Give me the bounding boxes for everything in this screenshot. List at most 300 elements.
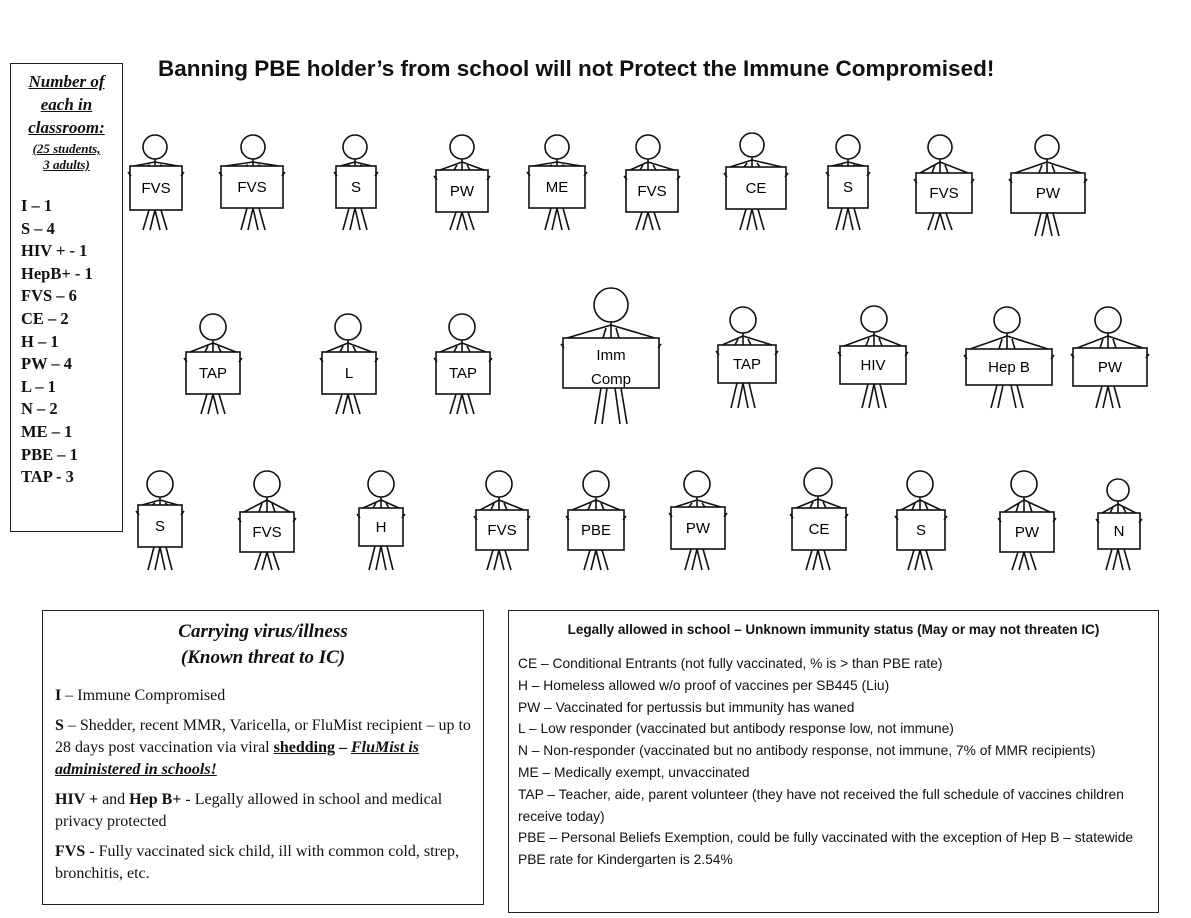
stick-figure xyxy=(724,133,788,230)
figure-head xyxy=(804,468,832,496)
figure-leg xyxy=(1017,385,1023,408)
figure-leg xyxy=(462,212,467,230)
figure-leg xyxy=(343,394,348,414)
figure-leg xyxy=(848,208,853,230)
legend-text: – Immune Compromised xyxy=(61,687,226,704)
figure-shirt-line xyxy=(1012,339,1015,349)
figure-shirt-line xyxy=(1100,339,1103,348)
figure-leg xyxy=(161,210,167,230)
stick-figure xyxy=(716,307,778,408)
figure-label: FVS xyxy=(237,179,267,196)
figure-label: TAP xyxy=(198,365,228,382)
figure-leg xyxy=(253,208,258,230)
figure-arm xyxy=(722,336,743,345)
figure-leg xyxy=(843,208,848,230)
figure-arm xyxy=(244,500,267,512)
figure-head xyxy=(241,135,265,159)
stick-figure xyxy=(334,135,378,230)
figure-leg xyxy=(208,394,213,414)
figure-leg xyxy=(1114,386,1120,408)
figure-arm xyxy=(499,500,524,510)
diagram-title: Banning PBE holder’s from school will not Protect the Immune Compromised! xyxy=(158,56,995,81)
figure-leg xyxy=(854,208,860,230)
figure-shirt-line xyxy=(823,502,826,508)
figure-leg xyxy=(355,208,360,230)
figure-arm xyxy=(920,500,941,510)
figure-label: PW xyxy=(449,183,475,200)
figure-leg xyxy=(505,550,511,570)
figure-shirt-line xyxy=(945,165,948,173)
figure-label: PW xyxy=(1014,524,1040,541)
figure-arm xyxy=(1004,500,1024,512)
figure-leg xyxy=(1042,213,1047,236)
figure-leg xyxy=(259,208,265,230)
figure-leg xyxy=(255,552,261,570)
figure-leg xyxy=(545,208,551,230)
stick-figure xyxy=(1071,307,1149,408)
figure-shirt-line xyxy=(748,339,751,345)
figure-leg xyxy=(457,394,462,414)
figure-shirt-line xyxy=(205,346,208,352)
figure-shirt-line xyxy=(353,346,356,352)
figure-leg xyxy=(1024,552,1029,570)
figure-leg xyxy=(940,213,945,230)
figure-leg xyxy=(747,209,752,230)
figure-arm xyxy=(440,343,462,352)
stick-figure xyxy=(474,471,530,570)
legend-entry-immune-compromised xyxy=(55,685,473,707)
figure-leg xyxy=(148,547,154,570)
count-item: N – 2 xyxy=(21,399,58,419)
legend-entry: N – Non-responder (vaccinated but no antibody response, not immune, 7% of MMR recipients) xyxy=(518,743,1096,759)
figure-leg xyxy=(1053,213,1059,236)
figure-arm xyxy=(1118,504,1136,513)
figure-leg xyxy=(494,550,499,570)
stick-figure xyxy=(566,471,626,570)
legend-text: and xyxy=(98,791,130,808)
figure-label: CE xyxy=(808,521,830,538)
figure-leg xyxy=(552,208,557,230)
figure-shirt-line xyxy=(588,503,591,510)
figure-leg xyxy=(685,549,691,570)
figure-leg xyxy=(818,550,823,570)
figure-leg xyxy=(1103,386,1108,408)
figure-arm xyxy=(844,335,874,346)
legend-title-line: Carrying virus/illness xyxy=(178,621,348,642)
figure-shirt-line xyxy=(601,503,604,510)
figure-label: Imm xyxy=(596,347,626,364)
count-item: ME – 1 xyxy=(21,421,73,441)
figure-leg xyxy=(468,394,474,414)
figure-label: H xyxy=(375,519,387,536)
figure-shirt-line xyxy=(999,339,1002,349)
figure-leg xyxy=(1047,213,1052,236)
figure-leg xyxy=(636,212,642,230)
figure-leg xyxy=(348,394,353,414)
figure-label: CE xyxy=(745,180,767,197)
figure-arm xyxy=(1015,162,1047,173)
legend-text: – Shedder, recent MMR, Varicella, or FluMist recipient – up to 28 days post vaccination via viral xyxy=(55,717,471,756)
figure-head xyxy=(254,471,280,497)
figure-label: FVS xyxy=(637,183,667,200)
legend-entry-shedder xyxy=(55,715,473,781)
stick-figure xyxy=(128,135,184,230)
figure-arm xyxy=(213,343,236,352)
count-heading-line: classroom: xyxy=(28,118,105,137)
unknown-status-legend xyxy=(508,610,1159,913)
figure-leg xyxy=(991,385,997,408)
count-item: L – 1 xyxy=(21,376,56,396)
figure-leg xyxy=(697,549,702,570)
figure-leg xyxy=(758,209,764,230)
figure-leg xyxy=(557,208,562,230)
stick-figure xyxy=(527,135,587,230)
figure-leg xyxy=(160,547,165,570)
figure-arm xyxy=(697,500,721,507)
figure-head xyxy=(1035,135,1059,159)
figure-leg xyxy=(915,550,920,570)
legend-entry: PBE – Personal Beliefs Exemption, could be fully vaccinated with the exception of Hep B – statewide PBE rate for Kindergarten is 2.54% xyxy=(518,830,1134,868)
figure-arm xyxy=(440,162,462,170)
figure-leg xyxy=(703,549,709,570)
stick-figure xyxy=(357,471,405,570)
figure-leg xyxy=(462,394,467,414)
figure-head xyxy=(147,471,173,497)
legend-text: - Fully vaccinated sick child, ill with common cold, strep, bronchitis, etc. xyxy=(55,843,459,882)
figure-head xyxy=(740,133,764,157)
figure-leg xyxy=(273,552,279,570)
legend-key: Hep B+ xyxy=(129,791,182,808)
figure-arm xyxy=(326,343,348,352)
figure-leg xyxy=(615,388,620,424)
figure-label: Hep B xyxy=(988,359,1030,376)
stick-figure xyxy=(964,307,1054,408)
figure-head xyxy=(907,471,933,497)
figure-shirt-line xyxy=(603,328,606,338)
figure-leg xyxy=(908,550,914,570)
figure-head xyxy=(1107,479,1129,501)
figure-leg xyxy=(1096,386,1102,408)
figure-arm xyxy=(818,499,842,508)
stick-figure xyxy=(320,314,378,414)
figure-arm xyxy=(901,500,920,510)
count-subheading-line: (25 students, xyxy=(32,141,101,156)
figure-head xyxy=(994,307,1020,333)
unknown-status-legend-title: Legally allowed in school – Unknown immunity status (May or may not threaten IC) xyxy=(567,622,1100,637)
legend-title-line: (Known threat to IC) xyxy=(180,647,346,668)
figure-label: PBE xyxy=(580,522,612,539)
figure-leg xyxy=(752,209,757,230)
figure-label: S xyxy=(842,179,854,196)
figure-leg xyxy=(643,212,648,230)
figure-leg xyxy=(450,394,456,414)
figure-leg xyxy=(738,383,743,408)
figure-shirt-line xyxy=(1052,165,1055,173)
stick-figure xyxy=(1096,479,1142,570)
count-item: I – 1 xyxy=(21,196,53,215)
figure-leg xyxy=(563,208,569,230)
legend-key: HIV + xyxy=(55,791,99,808)
figure-arm xyxy=(743,336,772,345)
figure-head xyxy=(861,306,887,332)
figure-leg xyxy=(935,213,940,230)
figure-leg xyxy=(926,550,932,570)
figure-head xyxy=(636,135,660,159)
figure-leg xyxy=(1035,213,1041,236)
figure-label: HIV xyxy=(860,357,886,374)
figure-leg xyxy=(654,212,660,230)
figure-label: FVS xyxy=(929,185,959,202)
legend-shedding-word: shedding xyxy=(273,739,335,756)
figure-leg xyxy=(998,385,1003,408)
figure-shirt-line xyxy=(879,338,882,346)
figure-leg xyxy=(201,394,207,414)
figure-label: ME xyxy=(545,179,569,196)
legend-entry-hiv-hepb xyxy=(55,789,473,833)
figure-arm xyxy=(940,162,968,173)
count-item: HIV + - 1 xyxy=(21,241,88,261)
figure-leg xyxy=(376,546,381,570)
count-item: FVS – 6 xyxy=(21,286,77,306)
legend-entry: PW – Vaccinated for pertussis but immunity has waned xyxy=(518,699,855,715)
stick-figure xyxy=(219,135,285,230)
figure-head xyxy=(335,314,361,340)
figure-arm xyxy=(596,500,620,510)
figure-arm xyxy=(348,343,372,352)
stick-figure xyxy=(914,135,974,230)
figure-leg xyxy=(928,213,934,230)
figure-leg xyxy=(869,384,874,408)
figure-head xyxy=(486,471,512,497)
figure-leg xyxy=(1124,549,1130,570)
figure-arm xyxy=(480,500,499,510)
figure-label: S xyxy=(350,179,362,196)
legend-key: I xyxy=(55,687,62,704)
figure-head xyxy=(450,135,474,159)
figure-label: Comp xyxy=(590,371,632,388)
figure-head xyxy=(449,314,475,340)
figure-leg xyxy=(219,394,225,414)
figure-label: PW xyxy=(1097,359,1123,376)
stick-figure xyxy=(238,471,296,570)
figure-leg xyxy=(1011,385,1016,408)
figure-arm xyxy=(1024,500,1050,512)
figure-leg xyxy=(1012,552,1018,570)
figure-shirt-line xyxy=(866,338,869,346)
figure-leg xyxy=(499,550,504,570)
figure-label: FVS xyxy=(487,522,517,539)
figure-arm xyxy=(920,162,940,173)
figure-leg xyxy=(354,394,360,414)
figure-head xyxy=(343,135,367,159)
figure-shirt-line xyxy=(218,346,221,352)
figure-arm xyxy=(730,160,752,167)
legend-key: FVS xyxy=(55,843,86,860)
figure-leg xyxy=(1113,549,1118,570)
figure-leg xyxy=(874,384,879,408)
stick-figure xyxy=(561,288,661,424)
count-subheading-line: 3 adults) xyxy=(43,157,90,172)
figure-leg xyxy=(369,546,375,570)
figure-arm xyxy=(267,500,290,512)
figure-shirt-line xyxy=(616,328,619,338)
legend-entry: ME – Medically exempt, unvaccinated xyxy=(518,764,750,780)
known-threat-legend xyxy=(42,610,484,905)
stick-figure xyxy=(434,135,490,230)
figure-leg xyxy=(648,212,653,230)
figure-shirt-line xyxy=(467,346,470,352)
legend-entry-fvs xyxy=(55,841,473,885)
stick-figure xyxy=(136,471,184,570)
figure-leg xyxy=(591,550,596,570)
stick-figure xyxy=(1009,135,1087,236)
figure-label: FVS xyxy=(252,524,282,541)
figure-leg xyxy=(1106,549,1112,570)
figure-shirt-line xyxy=(1039,165,1042,173)
figure-leg xyxy=(262,552,267,570)
figure-head xyxy=(594,288,628,322)
figure-leg xyxy=(450,212,456,230)
figure-head xyxy=(836,135,860,159)
figure-label: N xyxy=(1113,523,1125,540)
figure-leg xyxy=(602,388,607,424)
count-item: CE – 2 xyxy=(21,308,69,328)
figure-leg xyxy=(692,549,697,570)
figure-arm xyxy=(381,500,399,508)
figure-head xyxy=(143,135,167,159)
figure-leg xyxy=(862,384,868,408)
figure-leg xyxy=(1030,552,1036,570)
figure-leg xyxy=(920,550,925,570)
figure-leg xyxy=(457,212,462,230)
figure-head xyxy=(730,307,756,333)
figure-leg xyxy=(813,550,818,570)
figure-leg xyxy=(602,550,608,570)
figure-leg xyxy=(267,552,272,570)
figure-leg xyxy=(946,213,952,230)
figure-leg xyxy=(806,550,812,570)
figure-leg xyxy=(595,388,601,424)
stick-figure xyxy=(790,468,848,570)
figure-label: TAP xyxy=(732,356,762,373)
stick-figure xyxy=(895,471,947,570)
figure-shirt-line xyxy=(504,503,507,510)
figure-arm xyxy=(874,335,902,346)
figure-leg xyxy=(381,546,386,570)
legend-dash: – xyxy=(334,739,351,756)
figure-label: PW xyxy=(1035,185,1061,202)
legend-entry: H – Homeless allowed w/o proof of vaccines per SB445 (Liu) xyxy=(518,677,890,693)
figure-arm xyxy=(462,162,484,170)
figure-leg xyxy=(584,550,590,570)
figure-leg xyxy=(749,383,755,408)
figure-arm xyxy=(675,500,697,507)
stick-figure xyxy=(624,135,680,230)
legend-key: S xyxy=(55,717,64,734)
count-item: PBE – 1 xyxy=(21,444,78,464)
figure-leg xyxy=(155,210,160,230)
figure-arm xyxy=(1077,336,1108,348)
count-heading-line: each in xyxy=(40,95,93,114)
figure-label: PW xyxy=(685,520,711,537)
figure-leg xyxy=(1019,552,1024,570)
legend-entry: TAP – Teacher, aide, parent volunteer (they have not received the full schedule of vaccines children receive today) xyxy=(518,786,1124,824)
figure-leg xyxy=(350,208,355,230)
count-heading-line: Number of xyxy=(28,72,105,91)
stick-figure xyxy=(669,471,727,570)
legend-text: - Legally allowed in school and medical privacy protected xyxy=(55,791,443,830)
figure-leg xyxy=(1118,549,1123,570)
figure-arm xyxy=(630,162,648,170)
figure-arm xyxy=(190,343,213,352)
figure-arm xyxy=(363,500,381,508)
figure-head xyxy=(200,314,226,340)
figure-arm xyxy=(462,343,486,352)
legend-flumist-note: FluMist is administered in schools! xyxy=(55,739,420,778)
figure-leg xyxy=(731,383,737,408)
count-item: H – 1 xyxy=(21,331,59,351)
figure-leg xyxy=(166,547,172,570)
stick-figure xyxy=(434,314,492,414)
stick-figure xyxy=(838,306,908,408)
legend-entry: CE – Conditional Entrants (not fully vaccinated, % is > than PBE rate) xyxy=(518,656,943,671)
figure-label: S xyxy=(154,518,166,535)
figure-leg xyxy=(143,210,149,230)
stick-figure xyxy=(184,314,242,414)
figure-label: S xyxy=(915,522,927,539)
known-threat-legend-title xyxy=(43,619,483,671)
figure-leg xyxy=(361,208,367,230)
figure-label: TAP xyxy=(448,365,478,382)
figure-label: L xyxy=(344,365,354,382)
figure-leg xyxy=(743,383,748,408)
figure-leg xyxy=(387,546,393,570)
figure-leg xyxy=(150,210,155,230)
figure-leg xyxy=(343,208,349,230)
figure-head xyxy=(545,135,569,159)
figure-leg xyxy=(740,209,746,230)
figure-head xyxy=(684,471,710,497)
figure-arm xyxy=(648,162,674,170)
figure-leg xyxy=(596,550,601,570)
count-item: TAP - 3 xyxy=(21,467,74,487)
count-item: HepB+ - 1 xyxy=(21,263,93,283)
stick-figure xyxy=(998,471,1056,570)
figure-leg xyxy=(248,208,253,230)
figure-head xyxy=(1011,471,1037,497)
figure-leg xyxy=(241,208,247,230)
legend-entry: L – Low responder (vaccinated but antibody response low, not immune) xyxy=(518,721,954,737)
figure-leg xyxy=(1108,386,1113,408)
figure-leg xyxy=(155,547,160,570)
figure-leg xyxy=(621,388,627,424)
stick-figure xyxy=(826,135,870,230)
figure-leg xyxy=(336,394,342,414)
figure-head xyxy=(583,471,609,497)
figure-leg xyxy=(836,208,842,230)
count-item: PW – 4 xyxy=(21,354,73,374)
figure-leg xyxy=(824,550,830,570)
figure-head xyxy=(928,135,952,159)
figure-leg xyxy=(213,394,218,414)
figure-leg xyxy=(880,384,886,408)
figure-arm xyxy=(796,499,818,508)
figure-leg xyxy=(487,550,493,570)
figure-leg xyxy=(468,212,474,230)
figure-head xyxy=(1095,307,1121,333)
figure-arm xyxy=(572,500,596,510)
figure-label: FVS xyxy=(141,180,171,197)
